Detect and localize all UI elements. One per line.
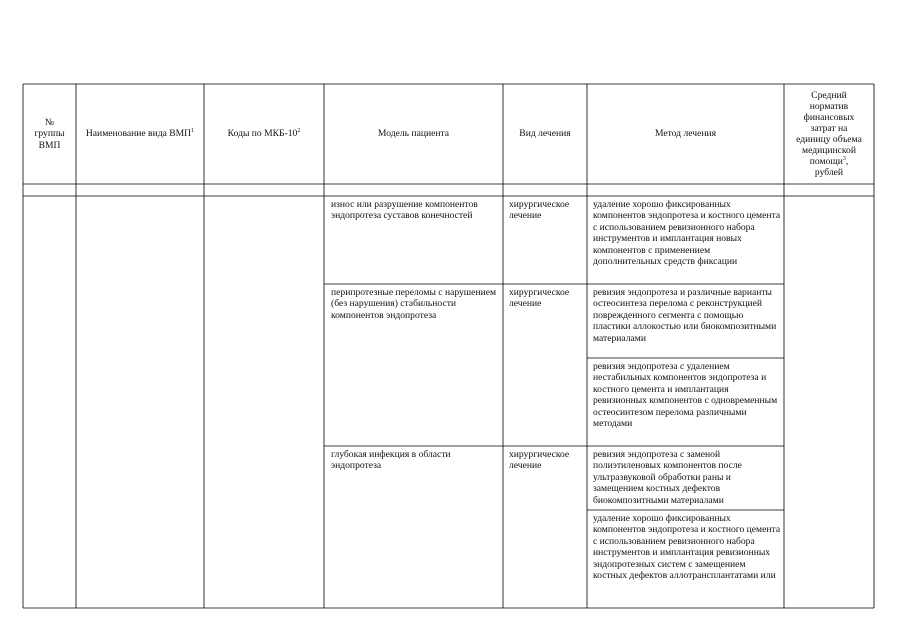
header-group-number-text: № группы ВМП xyxy=(34,116,65,151)
treatment-method-text: удаление хорошо фиксированных компонентов эндопротеза и костного цемента с использованием ревизионного набора инструментов и имплантация ревизионных эндопротезных систем с замещением костных дефектов аллотрансплантатами или xyxy=(593,513,781,582)
patient-model-text: глубокая инфекция в области эндопротеза xyxy=(331,449,451,472)
header-group-number xyxy=(23,84,76,184)
header-patient-model xyxy=(324,84,503,184)
treatment-method-cell xyxy=(593,287,781,344)
treatment-type-cell xyxy=(509,199,585,222)
treatment-method-text: ревизия эндопротеза с заменой полиэтиленовых компонентов после ультразвуковой обработки раны и замещением костных дефектов биокомпозитными материалами xyxy=(593,449,742,506)
treatment-type-cell xyxy=(509,449,585,472)
treatment-type-text: хирургическое лечение xyxy=(509,287,570,310)
treatment-method-cell xyxy=(593,199,781,267)
treatment-method-cell xyxy=(593,513,781,608)
footnote-marker: 1 xyxy=(191,128,195,135)
treatment-method-cell xyxy=(593,361,781,429)
patient-model-text: перипротезные переломы с нарушением (без нарушения) стабильности компонентов эндопротеза xyxy=(331,287,497,321)
header-icd-codes xyxy=(204,84,324,184)
treatment-method-text: ревизия эндопротеза с удалением нестабильных компонентов эндопротеза и костного цемента и имплантация ревизионных компонентов с одновременным остеосинтезом перелома различными методами xyxy=(593,361,778,430)
treatment-method-text: ревизия эндопротеза и различные варианты остеосинтеза перелома с реконструкцией поврежденного сегмента с помощью пластики аллокостью или биокомпозитными материалами xyxy=(593,287,777,344)
treatment-method-text: удаление хорошо фиксированных компонентов эндопротеза и костного цемента с использованием ревизионного набора инструментов и имплантация новых компонентов с применением дополнительных средств фиксации xyxy=(593,199,781,268)
treatment-type-cell xyxy=(509,287,585,310)
header-cost-norm-text: Средний норматив финансовых затрат на единицу объема медицинской помощи xyxy=(796,90,862,167)
header-treatment-type xyxy=(503,84,587,184)
footnote-marker: 3 xyxy=(842,156,846,162)
header-cost-norm xyxy=(786,84,872,184)
header-treatment-type-text: Вид лечения xyxy=(519,128,571,140)
treatment-type-text: хирургическое лечение xyxy=(509,199,570,222)
footnote-marker: 2 xyxy=(297,128,301,135)
treatment-type-text: хирургическое лечение xyxy=(509,449,570,472)
patient-model-cell xyxy=(331,449,499,472)
header-icd-codes-text: Коды по МКБ-10 xyxy=(227,128,298,140)
patient-model-cell xyxy=(331,287,499,321)
header-treatment-method xyxy=(587,84,784,184)
header-vmp-name xyxy=(80,84,200,184)
treatment-method-cell xyxy=(593,449,781,506)
header-patient-model-text: Модель пациента xyxy=(377,128,450,140)
patient-model-cell xyxy=(331,199,499,222)
header-vmp-name-text: Наименование вида ВМП xyxy=(85,128,192,140)
header-treatment-method-text: Метод лечения xyxy=(654,128,717,140)
patient-model-text: износ или разрушение компонентов эндопротеза суставов конечностей xyxy=(331,199,478,222)
header-cost-norm-unit: , рублей xyxy=(814,156,849,178)
